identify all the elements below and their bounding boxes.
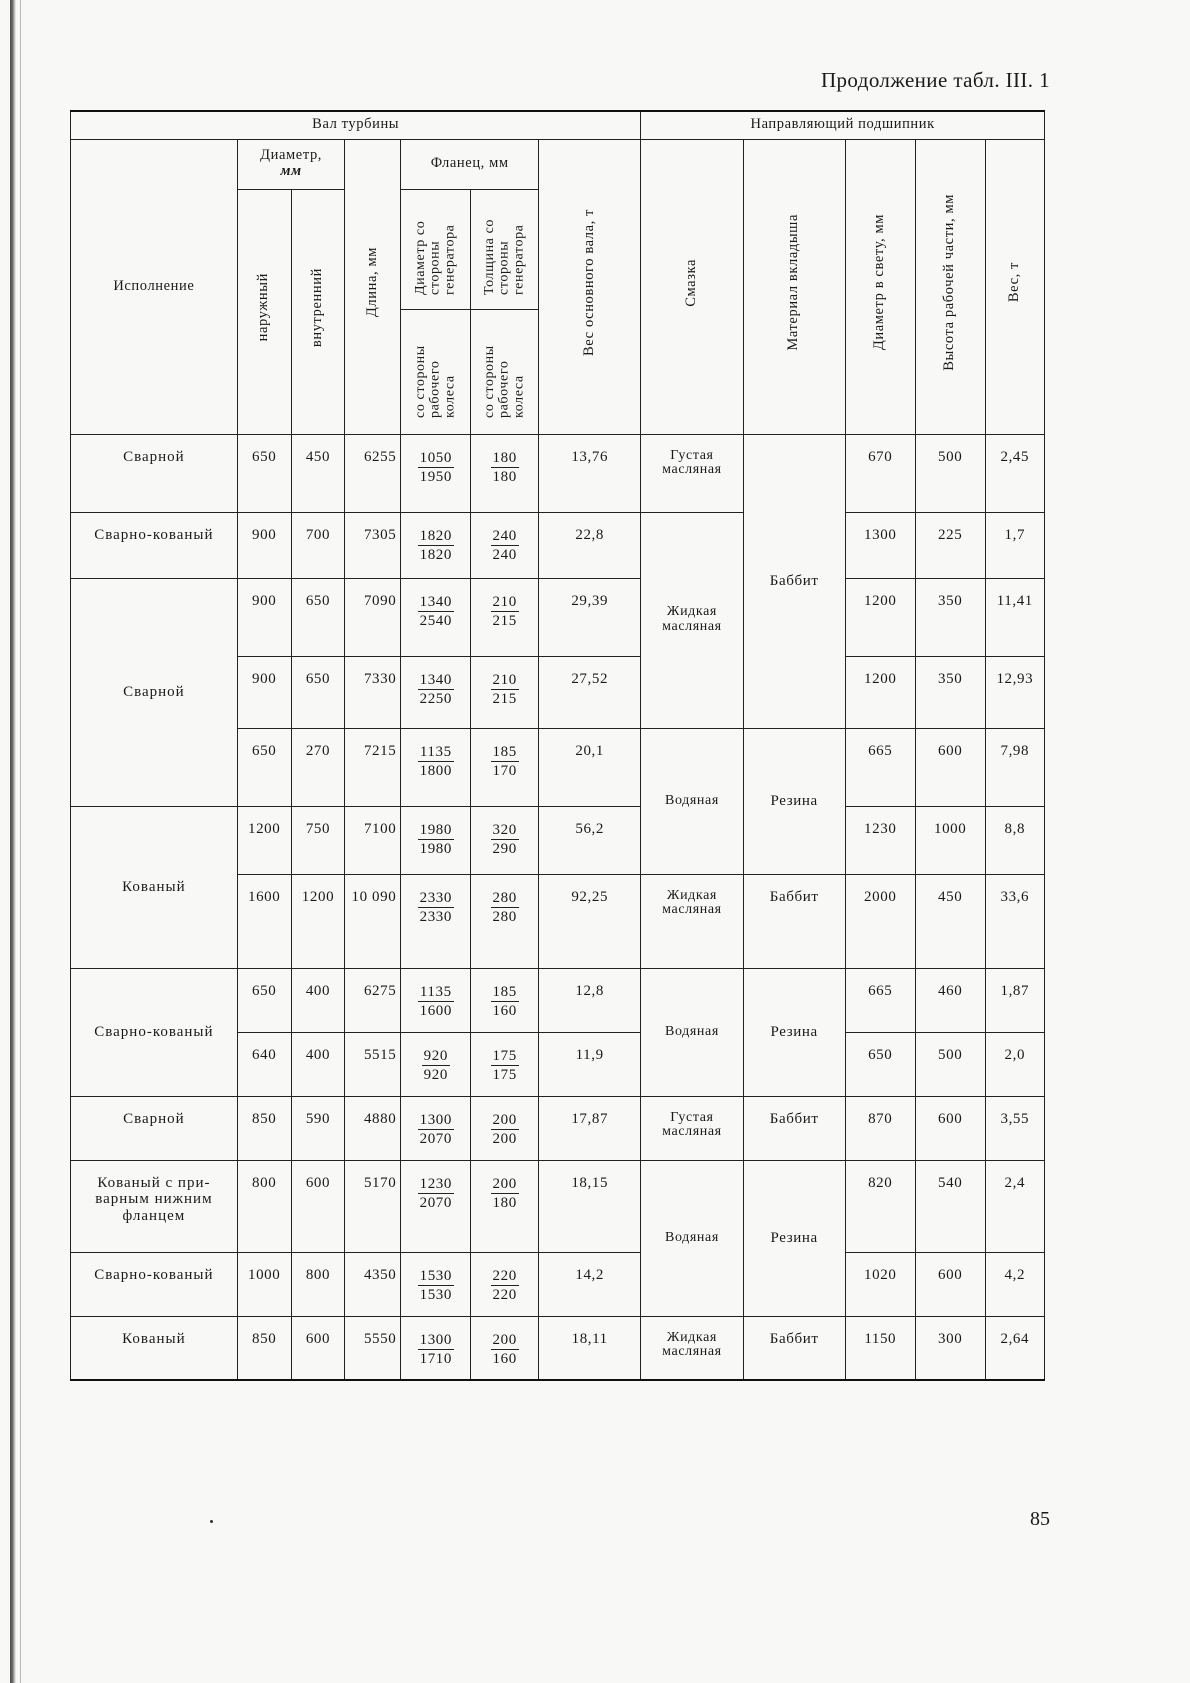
working-height-cell: 500 — [915, 1032, 985, 1096]
inner-diameter-cell: 600 — [291, 1160, 345, 1252]
fraction-numerator: 1300 — [419, 1331, 453, 1348]
outer-diameter-cell: 640 — [237, 1032, 291, 1096]
fraction-numerator: 210 — [492, 593, 517, 610]
working-height-cell: 350 — [915, 578, 985, 656]
clear-diameter-cell: 1200 — [845, 578, 915, 656]
bearing-weight-cell: 33,6 — [985, 874, 1044, 968]
outer-diameter-cell: 1600 — [237, 874, 291, 968]
fraction-denominator: 1950 — [419, 468, 453, 485]
inner-diameter-cell: 800 — [291, 1252, 345, 1316]
fraction — [418, 889, 454, 926]
liner-material-cell: Баббит — [743, 1096, 845, 1160]
fraction-denominator: 2540 — [419, 612, 453, 629]
shaft-weight-cell: 13,76 — [539, 434, 641, 512]
fraction-numerator: 920 — [423, 1047, 448, 1064]
binding-edge — [10, 0, 16, 1683]
shaft-length-cell: 7215 — [345, 728, 401, 806]
flange-diameter-cell — [401, 578, 471, 656]
fraction — [418, 1111, 454, 1148]
fraction-denominator: 1710 — [419, 1350, 453, 1367]
outer-diameter-cell: 1000 — [237, 1252, 291, 1316]
fraction-denominator: 2330 — [419, 908, 453, 925]
fraction — [491, 983, 519, 1020]
weight-header: Вес основного вала, т — [539, 139, 641, 434]
fraction-denominator: 170 — [492, 762, 517, 779]
outer-diameter-header: наружный — [237, 189, 291, 434]
outer-diameter-cell: 650 — [237, 728, 291, 806]
fraction-numerator: 1530 — [419, 1267, 453, 1284]
inner-diameter-cell: 270 — [291, 728, 345, 806]
flange-diameter-cell — [401, 968, 471, 1032]
bearing-weight-cell: 2,0 — [985, 1032, 1044, 1096]
working-height-cell: 600 — [915, 1252, 985, 1316]
liner-material-cell: Баббит — [743, 434, 845, 728]
flange-diameter-cell — [401, 1032, 471, 1096]
clear-diameter-cell: 650 — [845, 1032, 915, 1096]
fraction-numerator: 1135 — [419, 983, 452, 1000]
bearing-weight-cell: 2,45 — [985, 434, 1044, 512]
shaft-weight-cell: 27,52 — [539, 656, 641, 728]
fraction-denominator: 160 — [492, 1350, 517, 1367]
fraction-denominator: 1800 — [419, 762, 453, 779]
flange-diameter-cell — [401, 512, 471, 578]
table-row — [71, 434, 1045, 512]
fraction-denominator: 215 — [492, 612, 517, 629]
shaft-weight-cell: 29,39 — [539, 578, 641, 656]
clear-diameter-header: Диаметр в свету, мм — [845, 139, 915, 434]
fraction-denominator: 290 — [492, 840, 517, 857]
shaft-weight-cell: 14,2 — [539, 1252, 641, 1316]
shaft-length-cell: 5550 — [345, 1316, 401, 1380]
inner-diameter-cell: 650 — [291, 578, 345, 656]
execution-cell: Сварно-кованый — [71, 968, 238, 1096]
clear-diameter-cell: 1150 — [845, 1316, 915, 1380]
flange-header: Фланец, мм — [401, 139, 539, 189]
execution-cell: Сварно-кованый — [71, 512, 238, 578]
flange-diameter-cell — [401, 806, 471, 874]
flange-thickness-cell — [471, 1032, 539, 1096]
execution-cell: Кованый — [71, 1316, 238, 1380]
flange-diameter-cell — [401, 874, 471, 968]
shaft-weight-cell: 18,15 — [539, 1160, 641, 1252]
length-header: Длина, мм — [345, 139, 401, 434]
shaft-length-cell: 7100 — [345, 806, 401, 874]
execution-cell: Сварно-кованый — [71, 1252, 238, 1316]
outer-diameter-cell: 650 — [237, 968, 291, 1032]
diameter-header: Диаметр, мм — [237, 139, 345, 189]
fraction — [418, 1331, 454, 1368]
clear-diameter-cell: 665 — [845, 968, 915, 1032]
bearing-weight-header: Вес, т — [985, 139, 1044, 434]
outer-diameter-cell: 850 — [237, 1316, 291, 1380]
outer-diameter-cell: 900 — [237, 578, 291, 656]
fraction — [418, 743, 454, 780]
working-height-cell: 600 — [915, 728, 985, 806]
liner-material-cell: Резина — [743, 728, 845, 874]
working-height-cell: 500 — [915, 434, 985, 512]
table-row — [71, 968, 1045, 1032]
execution-cell: Сварной — [71, 1096, 238, 1160]
shaft-length-cell: 6275 — [345, 968, 401, 1032]
lubrication-cell: Жидкая масляная — [641, 874, 743, 968]
bearing-weight-cell: 3,55 — [985, 1096, 1044, 1160]
fraction-denominator: 2250 — [419, 690, 453, 707]
bearing-weight-cell: 12,93 — [985, 656, 1044, 728]
execution-cell: Кованый с при-варным нижним фланцем — [71, 1160, 238, 1252]
fraction-numerator: 185 — [492, 983, 517, 1000]
fraction-denominator: 1980 — [419, 840, 453, 857]
fraction — [491, 593, 519, 630]
flange-diameter-cell — [401, 1096, 471, 1160]
flange-diameter-cell — [401, 728, 471, 806]
fraction-denominator: 200 — [492, 1130, 517, 1147]
bearing-weight-cell: 8,8 — [985, 806, 1044, 874]
fraction-numerator: 1820 — [419, 527, 453, 544]
shaft-length-cell: 10 090 — [345, 874, 401, 968]
flange-diameter-cell — [401, 1160, 471, 1252]
bearing-weight-cell: 1,7 — [985, 512, 1044, 578]
working-height-cell: 300 — [915, 1316, 985, 1380]
fraction-denominator: 160 — [492, 1002, 517, 1019]
fraction — [491, 1047, 519, 1084]
table-row — [71, 1096, 1045, 1160]
page-number: 85 — [1030, 1508, 1050, 1530]
shaft-weight-cell: 18,11 — [539, 1316, 641, 1380]
fraction — [418, 449, 454, 486]
fraction-numerator: 1050 — [419, 449, 453, 466]
inner-diameter-cell: 450 — [291, 434, 345, 512]
bearing-weight-cell: 2,64 — [985, 1316, 1044, 1380]
fraction-numerator: 1230 — [419, 1175, 453, 1192]
shaft-length-cell: 7330 — [345, 656, 401, 728]
lubrication-cell: Водяная — [641, 1160, 743, 1316]
shaft-weight-cell: 12,8 — [539, 968, 641, 1032]
fraction — [491, 821, 519, 858]
lubrication-cell: Водяная — [641, 968, 743, 1096]
flange-thickness-cell — [471, 434, 539, 512]
fraction-numerator: 185 — [492, 743, 517, 760]
flange-thickness-cell — [471, 1316, 539, 1380]
table-row — [71, 806, 1045, 874]
fraction — [491, 743, 519, 780]
working-height-cell: 1000 — [915, 806, 985, 874]
fraction — [491, 1331, 519, 1368]
print-speck — [210, 1520, 213, 1523]
clear-diameter-cell: 820 — [845, 1160, 915, 1252]
fraction — [491, 1175, 519, 1212]
clear-diameter-cell: 1200 — [845, 656, 915, 728]
fraction-denominator: 920 — [423, 1066, 448, 1083]
flange-thickness-cell — [471, 656, 539, 728]
shaft-length-cell: 7305 — [345, 512, 401, 578]
flange-diameter-cell — [401, 1252, 471, 1316]
fraction-denominator: 280 — [492, 908, 517, 925]
bearing-weight-cell: 4,2 — [985, 1252, 1044, 1316]
fraction-denominator: 180 — [492, 468, 517, 485]
execution-cell: Сварной — [71, 434, 238, 512]
working-height-cell: 450 — [915, 874, 985, 968]
working-height-cell: 225 — [915, 512, 985, 578]
flange-thickness-cell — [471, 578, 539, 656]
shaft-length-cell: 5515 — [345, 1032, 401, 1096]
fraction-numerator: 200 — [492, 1175, 517, 1192]
table-row — [71, 512, 1045, 578]
fraction-denominator: 175 — [492, 1066, 517, 1083]
fraction — [418, 671, 454, 708]
bearing-weight-cell: 1,87 — [985, 968, 1044, 1032]
flange-thickness-gen-header: Толщина со стороны генератора — [471, 189, 539, 309]
fraction — [491, 671, 519, 708]
fraction-numerator: 1300 — [419, 1111, 453, 1128]
fraction — [418, 1267, 454, 1304]
flange-diameter-wheel-header: со стороны рабочего колеса — [401, 309, 471, 434]
fraction-denominator: 220 — [492, 1286, 517, 1303]
lubrication-cell: Жидкая масляная — [641, 1316, 743, 1380]
shaft-weight-cell: 56,2 — [539, 806, 641, 874]
flange-diameter-cell — [401, 1316, 471, 1380]
fraction-numerator: 320 — [492, 821, 517, 838]
clear-diameter-cell: 670 — [845, 434, 915, 512]
fraction-denominator: 2070 — [419, 1194, 453, 1211]
fraction — [491, 889, 519, 926]
fraction-numerator: 1340 — [419, 671, 453, 688]
outer-diameter-cell: 900 — [237, 512, 291, 578]
bearing-weight-cell: 2,4 — [985, 1160, 1044, 1252]
liner-header: Материал вкладыша — [743, 139, 845, 434]
flange-diameter-gen-header: Диаметр со стороны генератора — [401, 189, 471, 309]
working-height-cell: 600 — [915, 1096, 985, 1160]
lubrication-cell: Густая масляная — [641, 1096, 743, 1160]
working-height-header: Высота рабочей части, мм — [915, 139, 985, 434]
shaft-length-cell: 4350 — [345, 1252, 401, 1316]
flange-thickness-cell — [471, 728, 539, 806]
fraction-numerator: 180 — [492, 449, 517, 466]
fraction-denominator: 240 — [492, 546, 517, 563]
shaft-weight-cell: 17,87 — [539, 1096, 641, 1160]
flange-thickness-cell — [471, 874, 539, 968]
outer-diameter-cell: 900 — [237, 656, 291, 728]
outer-diameter-cell: 800 — [237, 1160, 291, 1252]
inner-diameter-cell: 590 — [291, 1096, 345, 1160]
shaft-weight-cell: 22,8 — [539, 512, 641, 578]
clear-diameter-cell: 2000 — [845, 874, 915, 968]
outer-diameter-cell: 1200 — [237, 806, 291, 874]
execution-cell: Сварной — [71, 578, 238, 806]
fraction-numerator: 280 — [492, 889, 517, 906]
fraction — [491, 1267, 519, 1304]
fraction-numerator: 210 — [492, 671, 517, 688]
fraction-denominator: 1530 — [419, 1286, 453, 1303]
flange-thickness-cell — [471, 1160, 539, 1252]
fraction-numerator: 200 — [492, 1331, 517, 1348]
shaft-length-cell: 7090 — [345, 578, 401, 656]
table-row — [71, 1160, 1045, 1252]
shaft-length-cell: 6255 — [345, 434, 401, 512]
inner-diameter-cell: 400 — [291, 1032, 345, 1096]
inner-diameter-cell: 700 — [291, 512, 345, 578]
inner-diameter-cell: 600 — [291, 1316, 345, 1380]
binding-edge-line — [20, 0, 21, 1683]
flange-thickness-cell — [471, 1096, 539, 1160]
shaft-weight-cell: 20,1 — [539, 728, 641, 806]
fraction-numerator: 220 — [492, 1267, 517, 1284]
table-continuation-caption: Продолжение табл. III. 1 — [820, 68, 1050, 92]
inner-diameter-cell: 650 — [291, 656, 345, 728]
fraction-numerator: 240 — [492, 527, 517, 544]
inner-diameter-cell: 1200 — [291, 874, 345, 968]
working-height-cell: 540 — [915, 1160, 985, 1252]
execution-header: Исполнение — [71, 139, 238, 434]
inner-diameter-cell: 750 — [291, 806, 345, 874]
fraction-denominator: 180 — [492, 1194, 517, 1211]
liner-material-cell: Резина — [743, 1160, 845, 1316]
fraction-numerator: 1980 — [419, 821, 453, 838]
fraction-denominator: 215 — [492, 690, 517, 707]
clear-diameter-cell: 1230 — [845, 806, 915, 874]
working-height-cell: 350 — [915, 656, 985, 728]
shaft-length-cell: 5170 — [345, 1160, 401, 1252]
fraction — [422, 1047, 450, 1084]
fraction-numerator: 2330 — [419, 889, 453, 906]
outer-diameter-cell: 850 — [237, 1096, 291, 1160]
fraction-denominator: 1820 — [419, 546, 453, 563]
lubrication-header: Смазка — [641, 139, 743, 434]
clear-diameter-cell: 1300 — [845, 512, 915, 578]
liner-material-cell: Баббит — [743, 1316, 845, 1380]
shaft-weight-cell: 11,9 — [539, 1032, 641, 1096]
fraction — [491, 527, 519, 564]
flange-thickness-cell — [471, 512, 539, 578]
liner-material-cell: Резина — [743, 968, 845, 1096]
fraction-denominator: 1600 — [419, 1002, 453, 1019]
bearing-weight-cell: 11,41 — [985, 578, 1044, 656]
fraction — [418, 1175, 454, 1212]
clear-diameter-cell: 1020 — [845, 1252, 915, 1316]
inner-diameter-header: внутренний — [291, 189, 345, 434]
outer-diameter-cell: 650 — [237, 434, 291, 512]
fraction — [491, 449, 519, 486]
fraction-numerator: 175 — [492, 1047, 517, 1064]
fraction-numerator: 200 — [492, 1111, 517, 1128]
flange-thickness-wheel-header: со стороны рабочего колеса — [471, 309, 539, 434]
shaft-header: Вал турбины — [71, 111, 641, 139]
fraction — [491, 1111, 519, 1148]
table-row — [71, 1252, 1045, 1316]
clear-diameter-cell: 870 — [845, 1096, 915, 1160]
fraction — [418, 593, 454, 630]
fraction — [418, 821, 454, 858]
shaft-length-cell: 4880 — [345, 1096, 401, 1160]
flange-diameter-cell — [401, 434, 471, 512]
bearing-weight-cell: 7,98 — [985, 728, 1044, 806]
fraction-numerator: 1135 — [419, 743, 452, 760]
flange-thickness-cell — [471, 968, 539, 1032]
inner-diameter-cell: 400 — [291, 968, 345, 1032]
turbine-shaft-table — [70, 110, 1045, 1381]
flange-thickness-cell — [471, 806, 539, 874]
flange-thickness-cell — [471, 1252, 539, 1316]
fraction — [418, 983, 454, 1020]
table-row — [71, 578, 1045, 656]
clear-diameter-cell: 665 — [845, 728, 915, 806]
liner-material-cell: Баббит — [743, 874, 845, 968]
working-height-cell: 460 — [915, 968, 985, 1032]
lubrication-cell: Густая масляная — [641, 434, 743, 512]
lubrication-cell: Жидкая масляная — [641, 512, 743, 728]
table-body — [71, 434, 1045, 1380]
fraction-numerator: 1340 — [419, 593, 453, 610]
shaft-weight-cell: 92,25 — [539, 874, 641, 968]
execution-cell: Кованый — [71, 806, 238, 968]
fraction-denominator: 2070 — [419, 1130, 453, 1147]
flange-diameter-cell — [401, 656, 471, 728]
bearing-header: Направляющий подшипник — [641, 111, 1045, 139]
fraction — [418, 527, 454, 564]
table-row — [71, 1316, 1045, 1380]
lubrication-cell: Водяная — [641, 728, 743, 874]
